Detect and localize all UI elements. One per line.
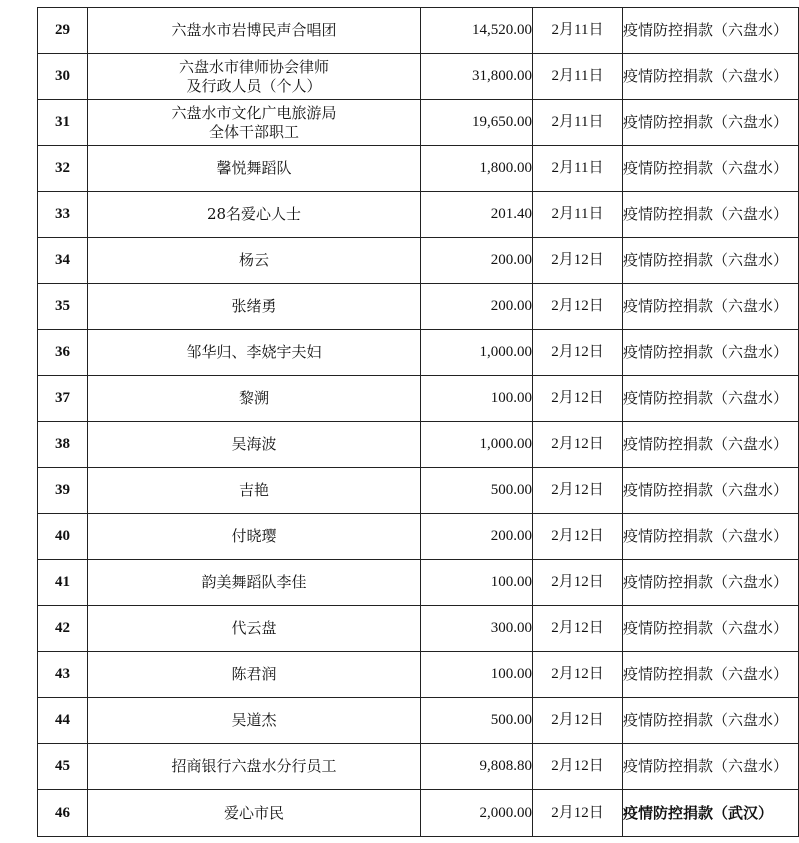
donation-purpose: 疫情防控捐款（六盘水）	[623, 100, 799, 146]
donation-purpose: 疫情防控捐款（六盘水）	[623, 146, 799, 192]
donation-amount: 31,800.00	[421, 54, 533, 100]
row-number: 38	[38, 422, 88, 468]
donation-date: 2月12日	[533, 790, 623, 837]
donation-amount: 500.00	[421, 468, 533, 514]
donation-purpose: 疫情防控捐款（六盘水）	[623, 698, 799, 744]
donor-name-line-2: 及行政人员（个人）	[186, 76, 322, 95]
donation-purpose: 疫情防控捐款（六盘水）	[623, 192, 799, 238]
donation-date: 2月12日	[533, 652, 623, 698]
donation-date: 2月11日	[533, 8, 623, 54]
row-number: 32	[38, 146, 88, 192]
donor-name: 付晓璎	[88, 514, 421, 560]
donation-amount: 2,000.00	[421, 790, 533, 837]
donation-purpose: 疫情防控捐款（六盘水）	[623, 652, 799, 698]
table-row	[38, 146, 799, 192]
donor-name-line-1: 六盘水市律师协会律师	[178, 57, 329, 76]
donation-purpose: 疫情防控捐款（六盘水）	[623, 468, 799, 514]
table-row	[38, 698, 799, 744]
table-row	[38, 422, 799, 468]
row-number: 44	[38, 698, 88, 744]
donor-name: 吴道杰	[88, 698, 421, 744]
donor-name-line-1: 六盘水市文化广电旅游局	[171, 103, 337, 122]
row-number: 35	[38, 284, 88, 330]
row-number: 45	[38, 744, 88, 790]
donation-purpose: 疫情防控捐款（武汉）	[623, 790, 799, 837]
donation-purpose: 疫情防控捐款（六盘水）	[623, 284, 799, 330]
row-number: 37	[38, 376, 88, 422]
row-number: 46	[38, 790, 88, 837]
donation-amount: 100.00	[421, 376, 533, 422]
donor-name: 邹华归、李娆宇夫妇	[88, 330, 421, 376]
row-number: 34	[38, 238, 88, 284]
table-row	[38, 514, 799, 560]
donor-name: 黎溯	[88, 376, 421, 422]
donor-name: 吴海波	[88, 422, 421, 468]
table-row	[38, 100, 799, 146]
donor-name-line-2: 全体干部职工	[208, 122, 299, 141]
donation-date: 2月12日	[533, 238, 623, 284]
donation-purpose: 疫情防控捐款（六盘水）	[623, 744, 799, 790]
donation-date: 2月12日	[533, 606, 623, 652]
donor-name	[88, 54, 421, 100]
donation-purpose: 疫情防控捐款（六盘水）	[623, 330, 799, 376]
donation-amount: 19,650.00	[421, 100, 533, 146]
donor-name: 杨云	[88, 238, 421, 284]
donation-date: 2月12日	[533, 514, 623, 560]
donor-name	[88, 100, 421, 146]
donor-name: 吉艳	[88, 468, 421, 514]
donation-table	[37, 7, 799, 837]
donation-amount: 200.00	[421, 284, 533, 330]
table-row	[38, 790, 799, 837]
donation-amount: 200.00	[421, 238, 533, 284]
donor-name: 馨悦舞蹈队	[88, 146, 421, 192]
donation-date: 2月12日	[533, 468, 623, 514]
table-row	[38, 8, 799, 54]
donor-name: 爱心市民	[88, 790, 421, 837]
row-number: 42	[38, 606, 88, 652]
donation-amount: 9,808.80	[421, 744, 533, 790]
donation-amount: 200.00	[421, 514, 533, 560]
table-row	[38, 192, 799, 238]
donation-date: 2月12日	[533, 560, 623, 606]
row-number: 31	[38, 100, 88, 146]
donation-table-body	[38, 8, 799, 837]
donation-purpose: 疫情防控捐款（六盘水）	[623, 54, 799, 100]
donation-date: 2月12日	[533, 330, 623, 376]
donation-amount: 14,520.00	[421, 8, 533, 54]
table-row	[38, 330, 799, 376]
donor-name: 张绪勇	[88, 284, 421, 330]
donation-date: 2月11日	[533, 100, 623, 146]
row-number: 30	[38, 54, 88, 100]
donation-date: 2月11日	[533, 54, 623, 100]
table-row	[38, 238, 799, 284]
table-row	[38, 468, 799, 514]
donor-name: 招商银行六盘水分行员工	[88, 744, 421, 790]
donation-purpose: 疫情防控捐款（六盘水）	[623, 8, 799, 54]
row-number: 36	[38, 330, 88, 376]
row-number: 29	[38, 8, 88, 54]
table-row	[38, 652, 799, 698]
donation-amount: 201.40	[421, 192, 533, 238]
table-row	[38, 744, 799, 790]
donation-date: 2月11日	[533, 146, 623, 192]
row-number: 33	[38, 192, 88, 238]
donation-date: 2月12日	[533, 698, 623, 744]
donor-name: 六盘水市岩博民声合唱团	[88, 8, 421, 54]
donation-date: 2月12日	[533, 284, 623, 330]
donation-amount: 100.00	[421, 652, 533, 698]
donation-amount: 1,000.00	[421, 422, 533, 468]
row-number: 39	[38, 468, 88, 514]
row-number: 40	[38, 514, 88, 560]
donation-purpose: 疫情防控捐款（六盘水）	[623, 238, 799, 284]
donation-date: 2月11日	[533, 192, 623, 238]
table-row	[38, 606, 799, 652]
donation-amount: 1,000.00	[421, 330, 533, 376]
donation-date: 2月12日	[533, 376, 623, 422]
donation-amount: 100.00	[421, 560, 533, 606]
donor-name: 陈君润	[88, 652, 421, 698]
donation-amount: 300.00	[421, 606, 533, 652]
donation-purpose: 疫情防控捐款（六盘水）	[623, 376, 799, 422]
row-number: 41	[38, 560, 88, 606]
donor-name: 代云盘	[88, 606, 421, 652]
donation-purpose: 疫情防控捐款（六盘水）	[623, 560, 799, 606]
donation-date: 2月12日	[533, 422, 623, 468]
table-row	[38, 560, 799, 606]
donation-amount: 500.00	[421, 698, 533, 744]
table-row	[38, 376, 799, 422]
table-row	[38, 54, 799, 100]
donor-name: 韵美舞蹈队李佳	[88, 560, 421, 606]
row-number: 43	[38, 652, 88, 698]
donation-date: 2月12日	[533, 744, 623, 790]
donation-amount: 1,800.00	[421, 146, 533, 192]
donor-name: 28名爱心人士	[88, 192, 421, 238]
donation-purpose: 疫情防控捐款（六盘水）	[623, 514, 799, 560]
donation-purpose: 疫情防控捐款（六盘水）	[623, 422, 799, 468]
table-row	[38, 284, 799, 330]
donation-purpose: 疫情防控捐款（六盘水）	[623, 606, 799, 652]
